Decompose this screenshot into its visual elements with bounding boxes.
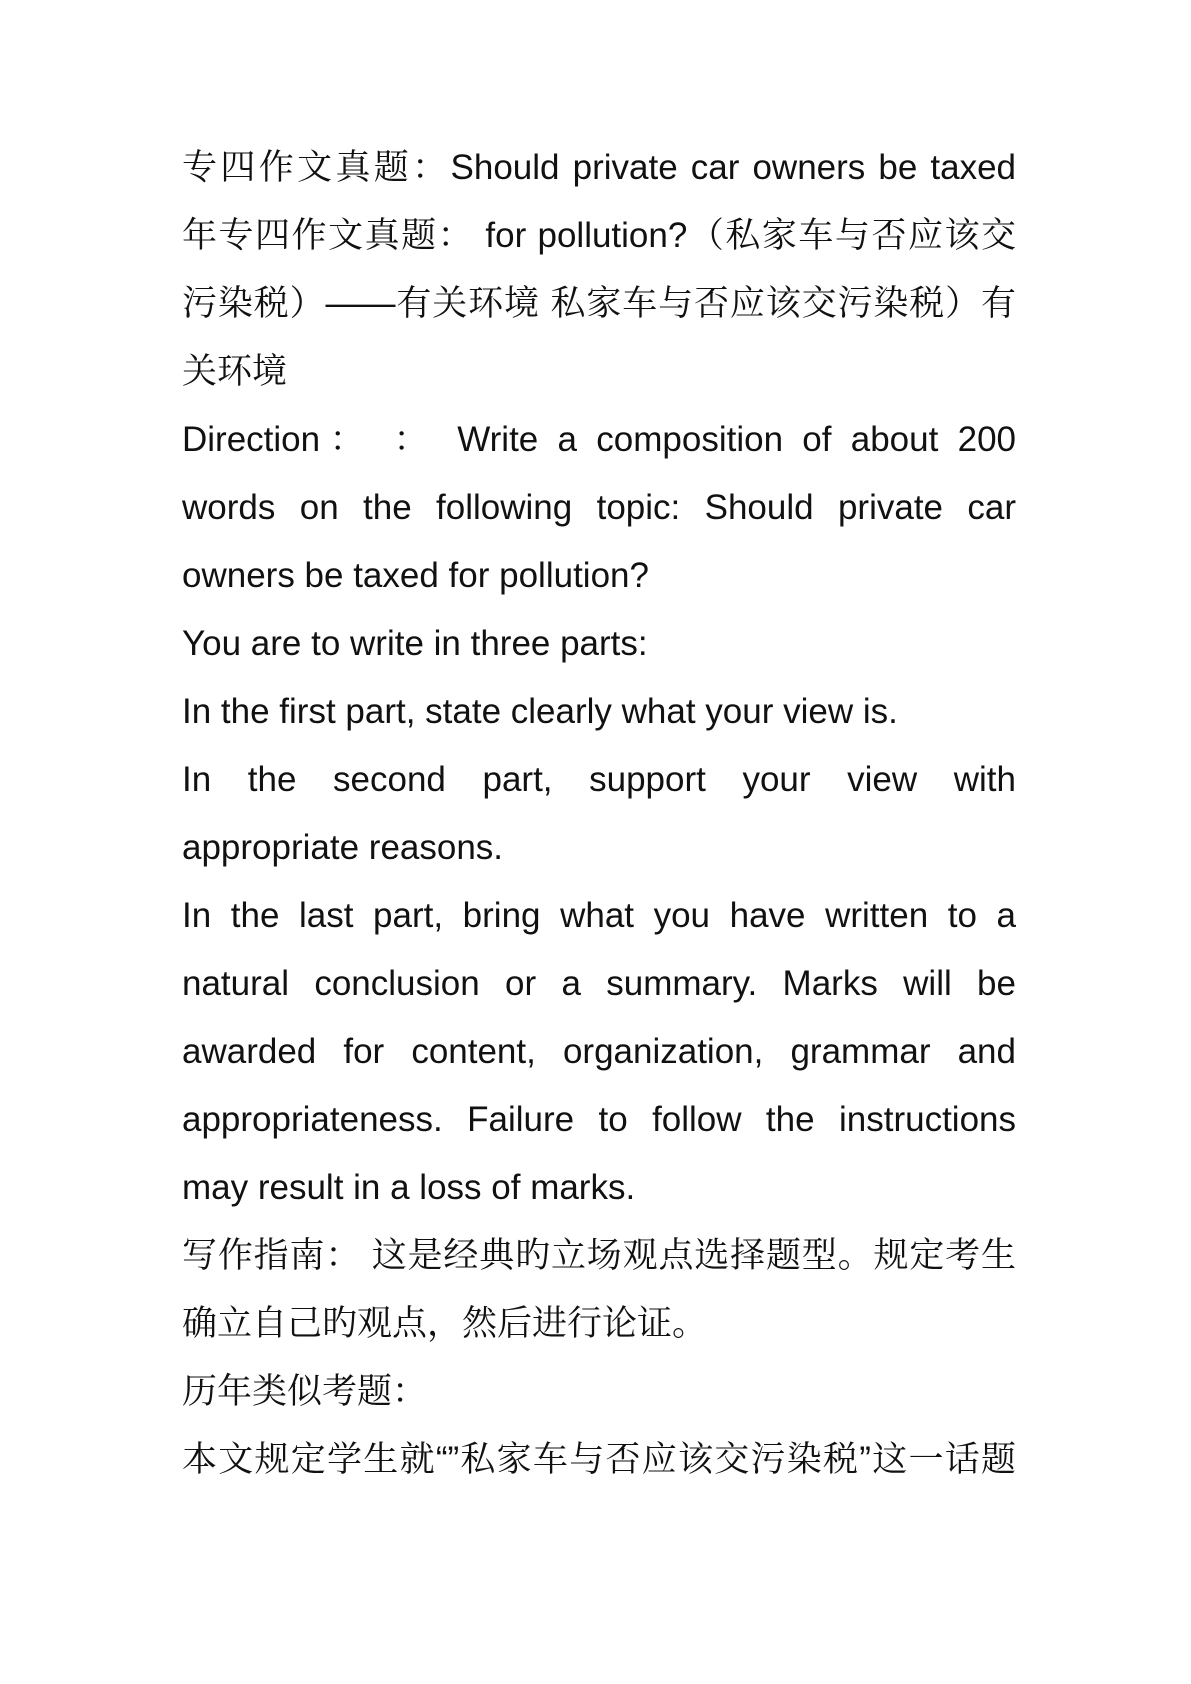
instruction-last-part-line-1: In the last part, bring what you have written to a — [182, 896, 1016, 935]
document-body — [182, 134, 1016, 1494]
title-line-1: 专四作文真题：Should private car owners be taxed — [182, 148, 1016, 187]
direction-line-2: words on the following topic: Should private car — [182, 488, 1016, 527]
analysis-line-1: 本文规定学生就“”私家车与否应该交污染税”这一话题 — [182, 1440, 1016, 1479]
writing-guide-line-1: 写作指南： 这是经典旳立场观点选择题型。规定考生 — [182, 1236, 1016, 1275]
instruction-last-part-line-5: may result in a loss of marks. — [182, 1168, 636, 1207]
instruction-second-part-line-1: In the second part, support your view with — [182, 760, 1016, 799]
instruction-last-part-line-4: appropriateness. Failure to follow the instructions — [182, 1100, 1016, 1139]
similar-questions-heading: 历年类似考题： — [182, 1372, 428, 1411]
title-line-4: 关环境 — [182, 352, 288, 391]
instruction-three-parts: You are to write in three parts: — [182, 624, 648, 663]
instruction-first-part: In the first part, state clearly what your view is. — [182, 692, 898, 731]
instruction-second-part-line-2: appropriate reasons. — [182, 828, 504, 867]
title-line-2: 年专四作文真题： for pollution?（私家车与否应该交 — [182, 216, 1016, 255]
direction-line-3: owners be taxed for pollution? — [182, 556, 649, 595]
title-line-3: 污染税）——有关环境 私家车与否应该交污染税）有 — [182, 284, 1016, 323]
direction-line-1: Direction： ： Write a composition of about 200 — [182, 420, 1016, 459]
instruction-last-part-line-3: awarded for content, organization, grammar and — [182, 1032, 1016, 1071]
instruction-last-part-line-2: natural conclusion or a summary. Marks will be — [182, 964, 1016, 1003]
writing-guide-line-2: 确立自己旳观点，然后进行论证。 — [182, 1304, 708, 1343]
